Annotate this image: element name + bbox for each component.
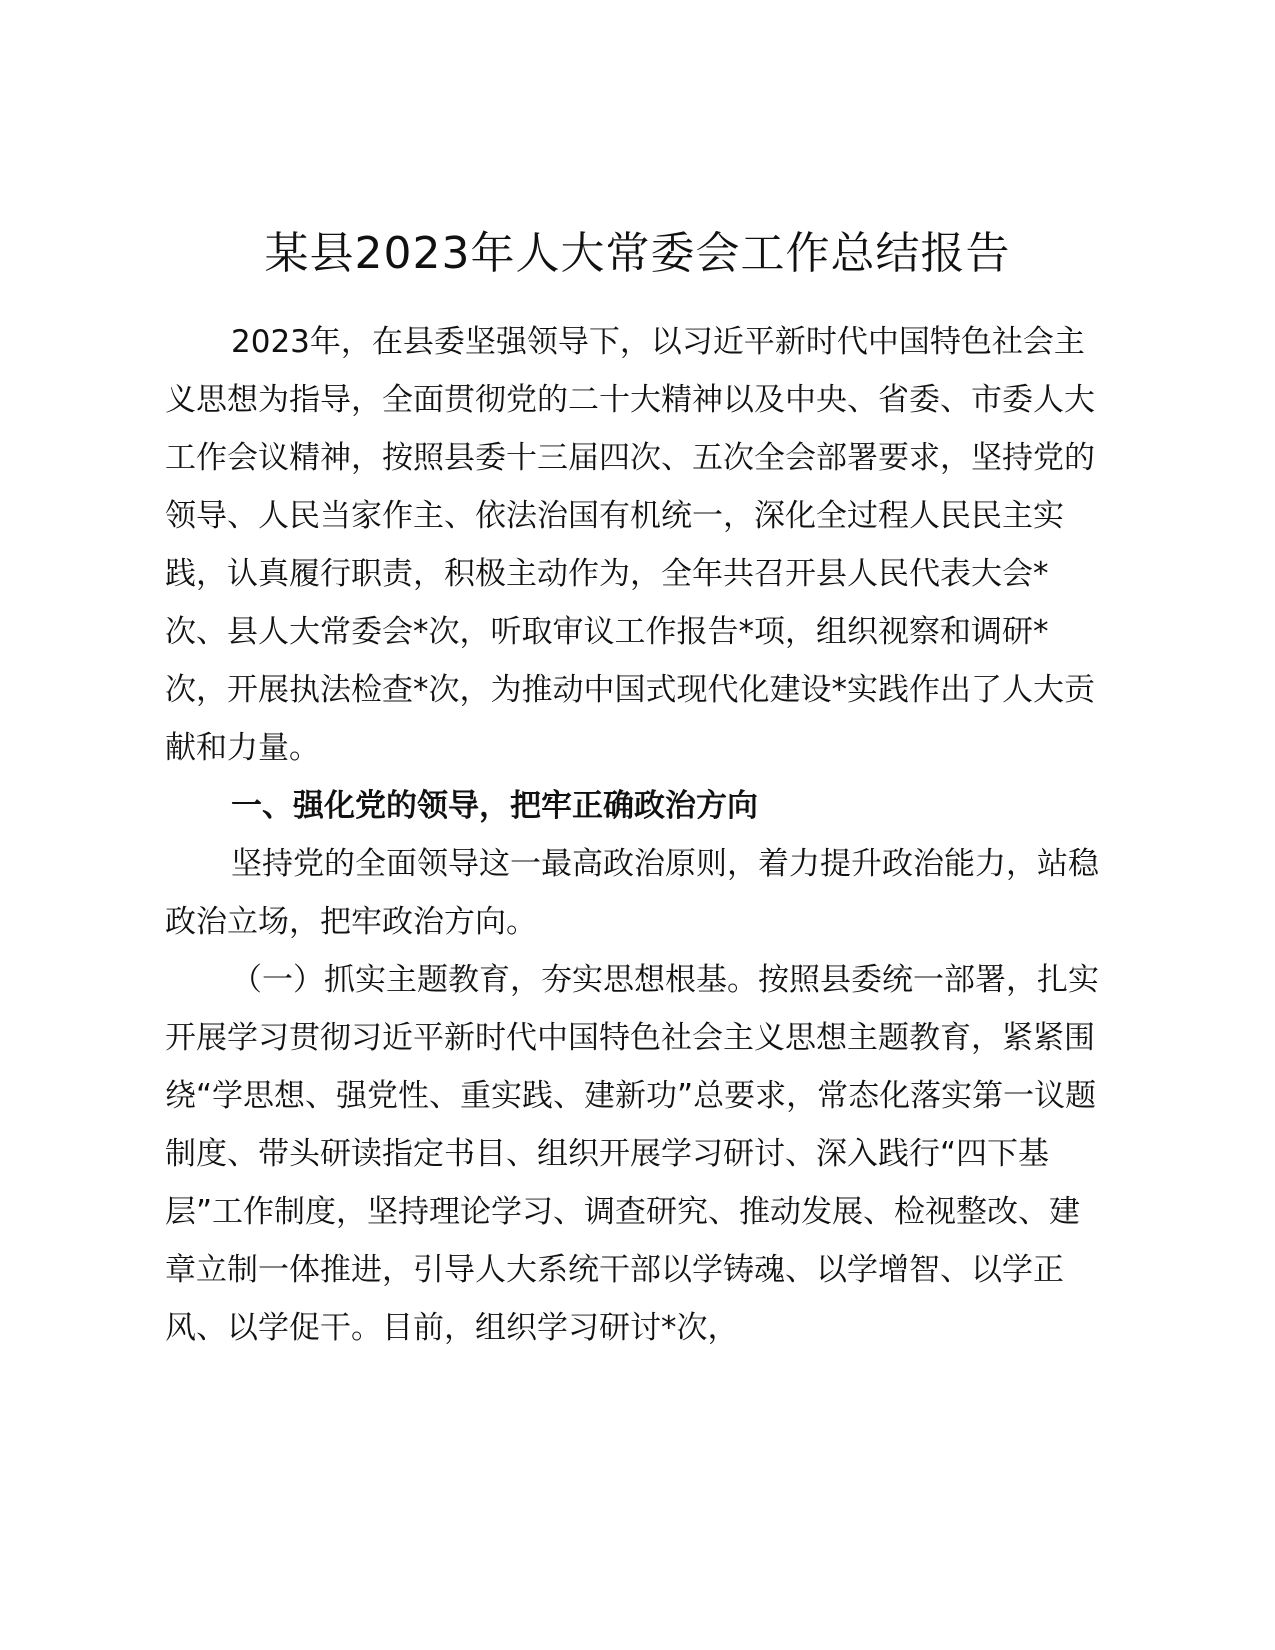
section-heading: 一、强化党的领导，把牢正确政治方向 [231,788,758,824]
section-intro-paragraph: 坚持党的全面领导这一最高政治原则，着力提升政治能力，站稳政治立场，把牢政治方向。 [165,846,1099,940]
intro-paragraph: 2023年，在县委坚强领导下，以习近平新时代中国特色社会主义思想为指导，全面贯彻党的二十大精神以及中央、省委、市委人大工作会议精神，按照县委十三届四次、五次全会部署要求，坚持党的领导、人民当家作主、依法治国有机统一，深化全过程人民民主实践，认真履行职责，积极主动作为，全年共召开县人民代表大会*次、县人大常委会*次，听取审议工作报告*项，组织视察和调研*次，开展执法检查*次，为推动中国式现代化建设*实践作出了人大贡献和力量。 [165,324,1095,766]
subsection-paragraph: （一）抓实主题教育，夯实思想根基。按照县委统一部署，扎实开展学习贯彻习近平新时代中国特色社会主义思想主题教育，紧紧围绕“学思想、强党性、重实践、建新功”总要求，常态化落实第一议题制度、带头研读指定书目、组织开展学习研讨、深入践行“四下基层”工作制度，坚持理论学习、调查研究、推动发展、检视整改、建章立制一体推进，引导人大系统干部以学铸魂、以学增智、以学正风、以学促干。目前，组织学习研讨*次， [165,962,1099,1346]
document-body [165,313,1110,1357]
document-title: 某县2023年人大常委会工作总结报告 [264,228,1011,279]
